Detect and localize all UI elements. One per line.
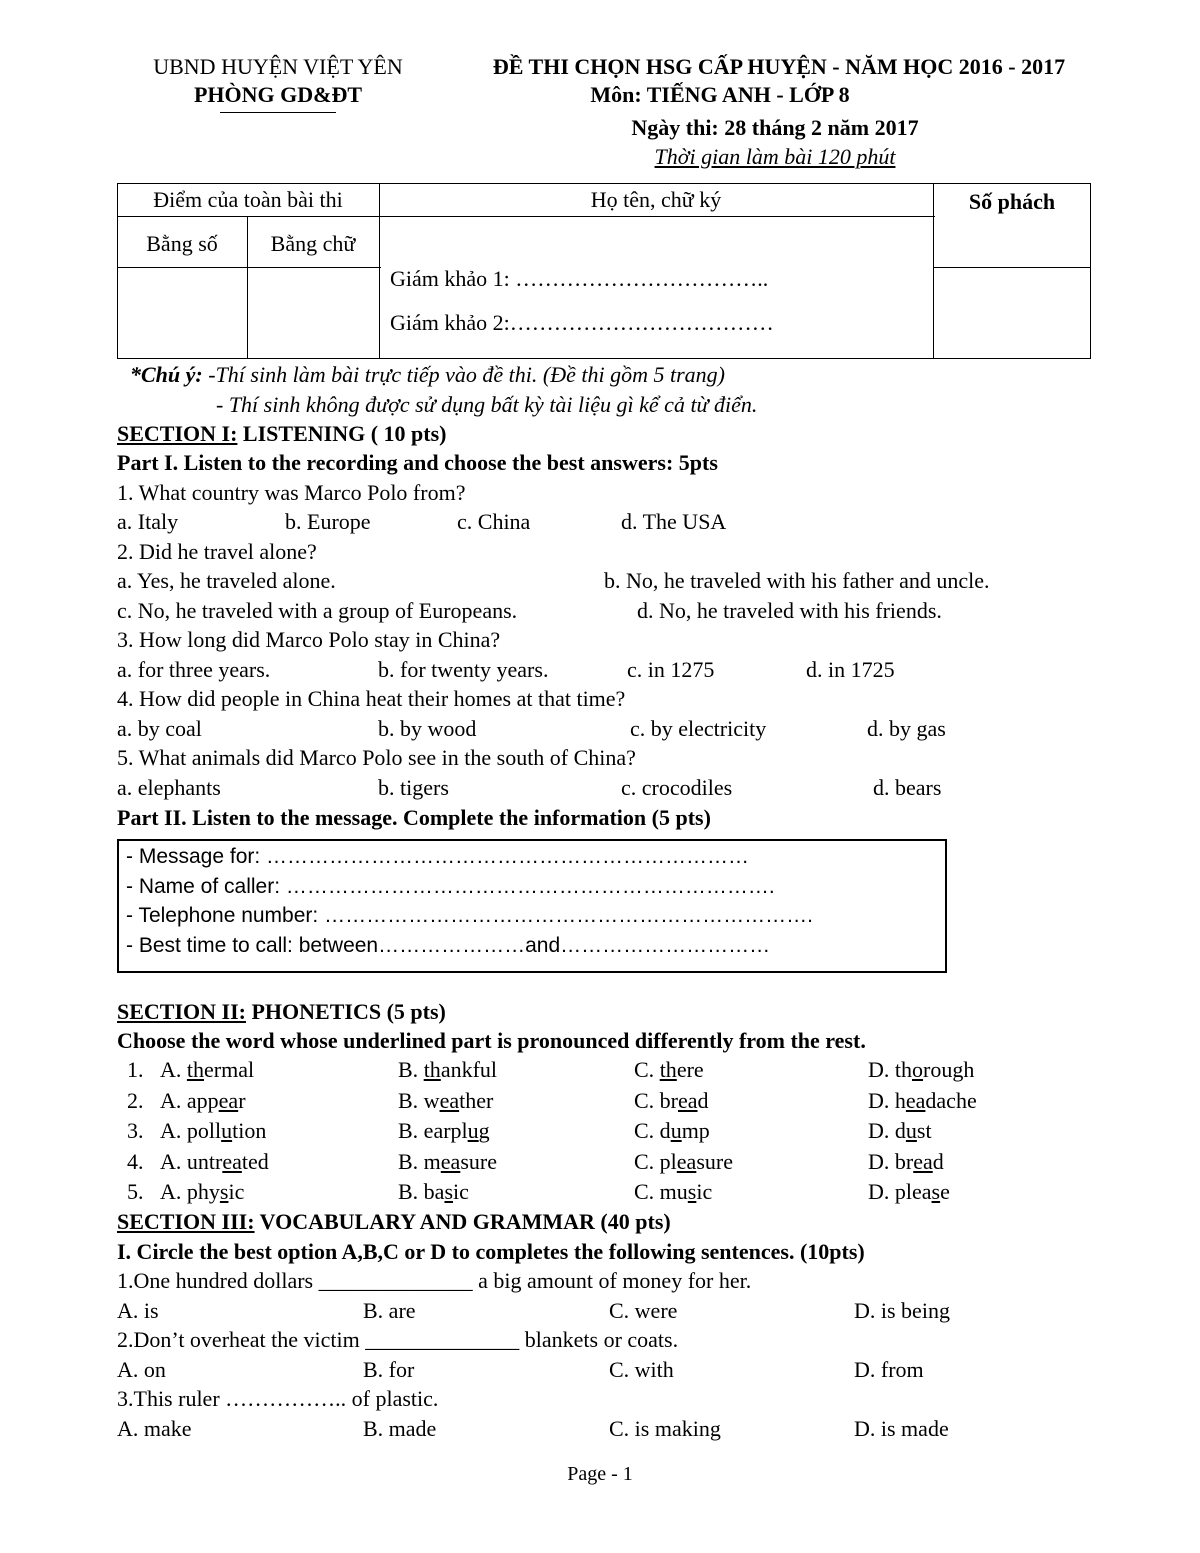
header-divider — [220, 112, 336, 113]
option[interactable]: D. from — [854, 1357, 924, 1382]
listening-question-3: 3. How long did Marco Polo stay in China? — [117, 627, 501, 652]
code-header: Số phách — [968, 189, 1056, 214]
option[interactable]: c. by electricity — [630, 716, 767, 741]
option[interactable]: b. for twenty years. — [378, 657, 549, 682]
option[interactable]: D. please — [868, 1179, 950, 1204]
note-line-2: - Thí sinh không được sử dụng bất kỳ tài liệu gì kể cả từ điển. — [216, 392, 758, 417]
option[interactable]: d. The USA — [621, 509, 727, 534]
section-2-heading: SECTION II: PHONETICS (5 pts) — [117, 999, 446, 1024]
option[interactable]: B. earplug — [398, 1118, 490, 1143]
note-label: *Chú ý: — [130, 362, 209, 387]
item-number: 5. — [127, 1179, 144, 1204]
option[interactable]: B. are — [363, 1298, 416, 1323]
section-3-heading: SECTION III: VOCABULARY AND GRAMMAR (40 pts) — [117, 1209, 671, 1234]
section-1-part-2-instruction: Part II. Listen to the message. Complete the information (5 pts) — [117, 805, 711, 830]
department-name: PHÒNG GD&ĐT — [193, 82, 363, 107]
option[interactable]: a. for three years. — [117, 657, 271, 682]
grammar-question-2: 2.Don’t overheat the victim ______________ blankets or coats. — [117, 1327, 679, 1352]
note-line-1: *Chú ý: -Thí sinh làm bài trực tiếp vào đề thi. (Đề thi gồm 5 trang) — [130, 362, 725, 387]
option[interactable]: D. thorough — [868, 1057, 975, 1082]
option[interactable]: C. there — [634, 1057, 704, 1082]
option[interactable]: c. crocodiles — [621, 775, 733, 800]
option[interactable]: B. thankful — [398, 1057, 498, 1082]
option[interactable]: C. music — [634, 1179, 713, 1204]
section-3-part-1-instruction: I. Circle the best option A,B,C or D to completes the following sentences. (10pts) — [117, 1239, 865, 1264]
grammar-question-3: 3.This ruler …………….. of plastic. — [117, 1386, 439, 1411]
option[interactable]: a. elephants — [117, 775, 221, 800]
option[interactable]: a. Yes, he traveled alone. — [117, 568, 336, 593]
listening-question-5: 5. What animals did Marco Polo see in the south of China? — [117, 745, 636, 770]
listening-question-4: 4. How did people in China heat their homes at that time? — [117, 686, 626, 711]
option[interactable]: A. appear — [160, 1088, 246, 1113]
message-for-field[interactable]: - Message for: …………………………………………………………… — [126, 845, 750, 868]
caller-name-field[interactable]: - Name of caller: ……………………………………………………………. — [126, 875, 775, 898]
option[interactable]: a. by coal — [117, 716, 202, 741]
option[interactable]: D. dust — [868, 1118, 932, 1143]
exam-date: Ngày thi: 28 tháng 2 năm 2017 — [631, 115, 919, 140]
exam-subject: Môn: TIẾNG ANH - LỚP 8 — [590, 82, 850, 107]
item-number: 4. — [127, 1149, 144, 1174]
exam-duration: Thời gian làm bài 120 phút — [654, 144, 896, 169]
option[interactable]: c. China — [457, 509, 531, 534]
best-time-field[interactable]: - Best time to call: between…………………and………………………… — [126, 934, 771, 957]
option[interactable]: b. by wood — [378, 716, 477, 741]
option[interactable]: C. bread — [634, 1088, 709, 1113]
option[interactable]: B. for — [363, 1357, 415, 1382]
exam-title: ĐỀ THI CHỌN HSG CẤP HUYỆN - NĂM HỌC 2016 - 2017 — [492, 54, 1066, 79]
option[interactable]: B. measure — [398, 1149, 497, 1174]
option[interactable]: c. in 1275 — [627, 657, 715, 682]
option[interactable]: C. dump — [634, 1118, 710, 1143]
option[interactable]: A. untreated — [160, 1149, 269, 1174]
option[interactable]: A. pollution — [160, 1118, 267, 1143]
option[interactable]: b. tigers — [378, 775, 449, 800]
org-name: UBND HUYỆN VIỆT YÊN — [153, 54, 403, 79]
option[interactable]: D. is made — [854, 1416, 949, 1441]
option[interactable]: b. No, he traveled with his father and uncle. — [604, 568, 990, 593]
section-2-instruction: Choose the word whose underlined part is pronounced differently from the rest. — [117, 1028, 866, 1053]
option[interactable]: d. in 1725 — [806, 657, 895, 682]
option[interactable]: a. Italy — [117, 509, 179, 534]
page-number: Page - 1 — [567, 1463, 633, 1485]
option[interactable]: d. by gas — [867, 716, 946, 741]
option[interactable]: B. basic — [398, 1179, 469, 1204]
score-by-words-label: Bằng chữ — [270, 231, 356, 256]
listening-question-2: 2. Did he travel alone? — [117, 539, 317, 564]
section-1-heading: SECTION I: LISTENING ( 10 pts) — [117, 421, 447, 446]
option[interactable]: b. Europe — [285, 509, 371, 534]
option[interactable]: D. bread — [868, 1149, 944, 1174]
item-number: 3. — [127, 1118, 144, 1143]
name-signature-header: Họ tên, chữ ký — [590, 187, 722, 212]
item-number: 2. — [127, 1088, 144, 1113]
option[interactable]: c. No, he traveled with a group of Europeans. — [117, 598, 518, 623]
option[interactable]: D. headache — [868, 1088, 977, 1113]
option[interactable]: B. weather — [398, 1088, 494, 1113]
option[interactable]: A. thermal — [160, 1057, 255, 1082]
item-number: 1. — [127, 1057, 144, 1082]
option[interactable]: d. No, he traveled with his friends. — [637, 598, 942, 623]
total-score-header: Điểm của toàn bài thi — [153, 187, 343, 212]
option[interactable]: C. with — [609, 1357, 674, 1382]
option[interactable]: A. on — [117, 1357, 166, 1382]
option[interactable]: D. is being — [854, 1298, 950, 1323]
option[interactable]: A. is — [117, 1298, 159, 1323]
option[interactable]: C. were — [609, 1298, 678, 1323]
option[interactable]: d. bears — [873, 775, 942, 800]
option[interactable]: A. physic — [160, 1179, 245, 1204]
score-by-number-label: Bằng số — [146, 231, 218, 256]
option[interactable]: C. is making — [609, 1416, 721, 1441]
listening-question-1: 1. What country was Marco Polo from? — [117, 480, 466, 505]
option[interactable]: A. make — [117, 1416, 192, 1441]
examiner-1-line: Giám khảo 1: …………………………….. — [390, 266, 769, 291]
option[interactable]: B. made — [363, 1416, 437, 1441]
telephone-number-field[interactable]: - Telephone number: ……………………………………………………………. — [126, 904, 813, 927]
examiner-2-line: Giám khảo 2:……………………………… — [390, 310, 774, 335]
grammar-question-1: 1.One hundred dollars ______________ a big amount of money for her. — [117, 1268, 752, 1293]
section-1-part-1-instruction: Part I. Listen to the recording and choose the best answers: 5pts — [117, 450, 718, 475]
option[interactable]: C. pleasure — [634, 1149, 733, 1174]
